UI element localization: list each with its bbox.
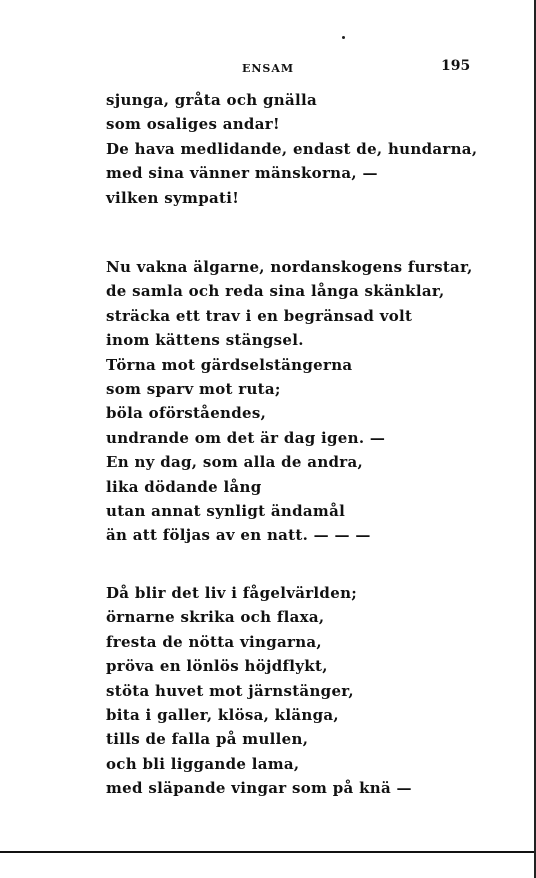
poem-line: inom kättens stängsel.: [106, 331, 304, 350]
poem-line: som sparv mot ruta;: [106, 379, 281, 398]
poem-line: de samla och reda sina långa skänklar,: [106, 282, 445, 301]
poem-line: sträcka ett trav i en begränsad volt: [106, 306, 413, 325]
poem-line: Då blir det liv i fågelvärlden;: [106, 584, 358, 602]
poem-line: De hava medlidande, endast de, hundarna,: [106, 139, 478, 158]
poem-line: som osaliges andar!: [106, 115, 280, 134]
poem-stanza-2: [106, 255, 473, 548]
poem-line: böla oförståendes,: [106, 404, 267, 423]
poem-line: tills de falla på mullen,: [106, 730, 309, 749]
poem-line: sjunga, gråta och gnälla: [106, 91, 318, 109]
poem-line: pröva en lönlös höjdflykt,: [106, 657, 328, 676]
poem-line: Nu vakna älgarne, nordanskogens furstar,: [106, 258, 473, 276]
poem-line: fresta de nötta vingarna,: [106, 632, 322, 651]
ink-speck: [342, 36, 345, 39]
poem-line: med släpande vingar som på knä —: [106, 779, 412, 798]
poem-line: stöta huvet mot järnstänger,: [106, 681, 354, 700]
poem-line: undrande om det är dag igen. —: [106, 428, 386, 447]
poem-line: och bli liggande lama,: [106, 754, 300, 773]
page-number: 195: [441, 58, 471, 74]
poem-line: utan annat synligt ändamål: [106, 501, 346, 520]
poem-line: lika dödande lång: [106, 477, 262, 496]
scan-bottom-edge: [0, 851, 536, 853]
poem-line: vilken sympati!: [106, 188, 240, 207]
poem-stanza-3: [106, 581, 412, 801]
poem-line: örnarne skrika och flaxa,: [106, 608, 325, 627]
poem-line: Törna mot gärdselstängerna: [106, 355, 353, 374]
poem-line: än att följas av en natt. — — —: [106, 526, 371, 545]
poem-stanza-1: [106, 88, 477, 210]
poem-line: En ny dag, som alla de andra,: [106, 453, 364, 472]
poem-line: bita i galler, klösa, klänga,: [106, 705, 339, 724]
poem-line: med sina vänner mänskorna, —: [106, 164, 378, 183]
running-header-title: ENSAM: [241, 62, 295, 75]
